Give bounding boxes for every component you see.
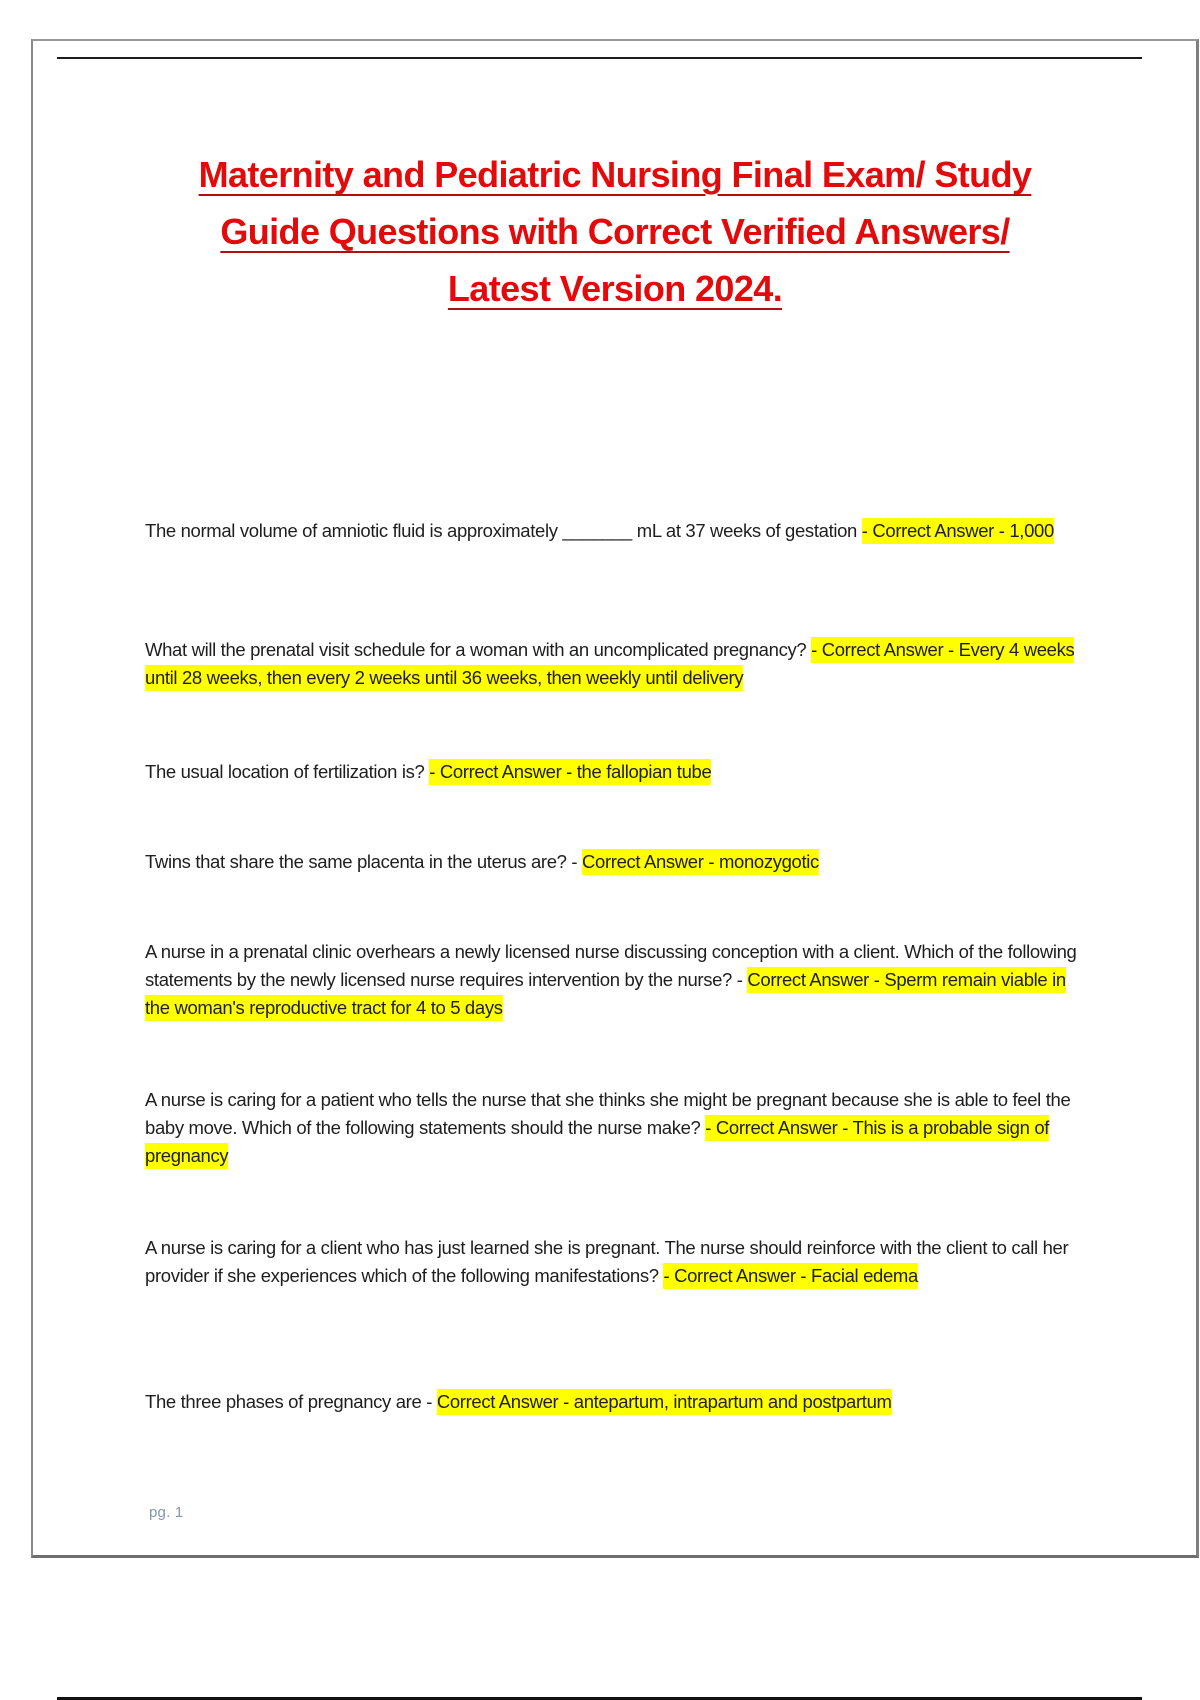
answer-separator: -: [571, 851, 582, 872]
question-text: A nurse is caring for a client who has just learned she is pregnant. The nurse should reinforce with the client to call her provider if she experiences which of the following manifestations?: [145, 1237, 1069, 1286]
question-text: The three phases of pregnancy are: [145, 1391, 427, 1412]
title-line-2: Guide Questions with Correct Verified Answers/: [220, 211, 1010, 252]
page-number: pg. 1: [149, 1504, 184, 1521]
title-line-1: Maternity and Pediatric Nursing Final Exam/ Study: [198, 154, 1032, 195]
header-rule: [57, 57, 1142, 59]
qa-item-3: [145, 758, 1080, 786]
highlighted-answer: - Correct Answer - This is a probable sign of pregnancy: [145, 1115, 1049, 1169]
highlighted-answer: - Correct Answer - the fallopian tube: [429, 759, 711, 785]
highlighted-answer: - Correct Answer - 1,000: [862, 518, 1054, 544]
answer-separator: -: [426, 1391, 437, 1412]
qa-item-7: [145, 1234, 1080, 1290]
highlighted-answer: Correct Answer - Sperm remain viable in the woman's reproductive tract for 4 to 5 days: [145, 967, 1066, 1021]
qa-item-2: [145, 636, 1080, 692]
qa-item-8: [145, 1388, 1080, 1416]
highlighted-answer: Correct Answer - antepartum, intrapartum and postpartum: [437, 1389, 892, 1415]
highlighted-answer: - Correct Answer - Every 4 weeks until 28 weeks, then every 2 weeks until 36 weeks, then weekly until delivery: [145, 637, 1074, 691]
question-text: The normal volume of amniotic fluid is approximately _______ mL at 37 weeks of gestation: [145, 520, 862, 541]
highlighted-answer: Correct Answer - monozygotic: [582, 849, 819, 875]
question-text: Twins that share the same placenta in the uterus are?: [145, 851, 572, 872]
question-text: A nurse is caring for a patient who tells the nurse that she thinks she might be pregnant because she is able to feel the baby move. Which of the following statements should the nurse make?: [145, 1089, 1071, 1138]
qa-item-6: [145, 1086, 1080, 1170]
answer-separator: -: [736, 969, 748, 990]
qa-item-5: [145, 938, 1080, 1022]
question-text: What will the prenatal visit schedule for a woman with an uncomplicated pregnancy?: [145, 639, 812, 660]
question-text: The usual location of fertilization is?: [145, 761, 430, 782]
title-line-3: Latest Version 2024.: [447, 268, 783, 309]
document-title: [100, 146, 1130, 317]
qa-item-1: [145, 517, 1080, 545]
highlighted-answer: - Correct Answer - Facial edema: [663, 1263, 917, 1289]
qa-item-4: [145, 848, 1080, 876]
question-text: A nurse in a prenatal clinic overhears a newly licensed nurse discussing conception with a client. Which of the following statements by the newly licensed nurse requires intervention by the nurse?: [145, 941, 1077, 990]
